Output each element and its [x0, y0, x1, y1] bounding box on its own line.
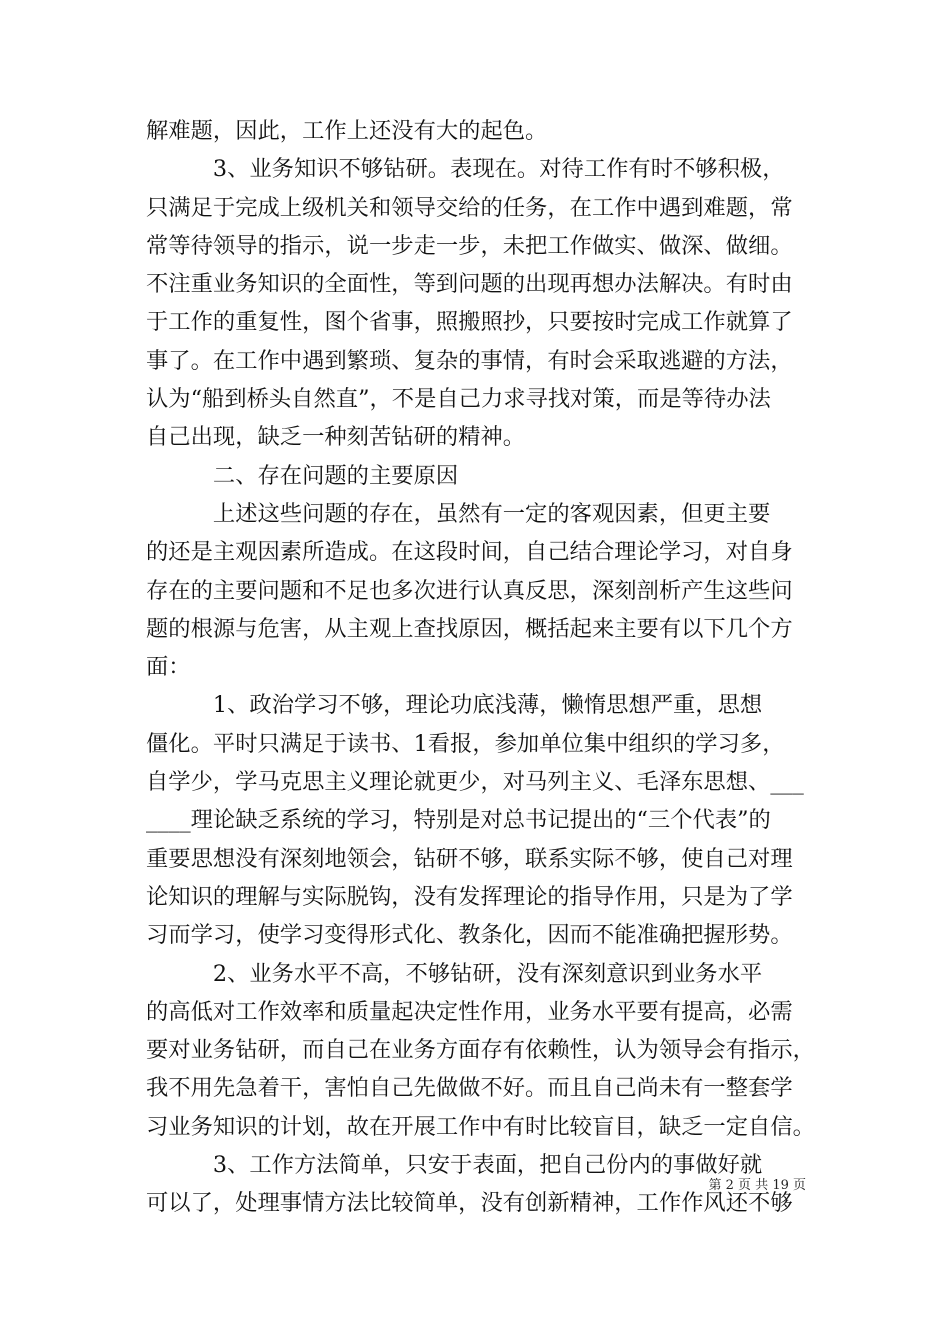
text-line: 2、业务水平不高，不够钻研，没有深刻意识到业务水平 [146, 960, 763, 987]
text-line: 习而学习，使学习变得形式化、教条化，因而不能准确把握形势。 [146, 922, 793, 949]
text-line: 题的根源与危害，从主观上查找原因，概括起来主要有以下几个方 [146, 615, 793, 642]
text-line: 事了。在工作中遇到繁琐、复杂的事情，有时会采取逃避的方法， [146, 347, 793, 374]
text-line: 于工作的重复性，图个省事，照搬照抄，只要按时完成工作就算了 [146, 309, 793, 336]
text-line: 自学少，学马克思主义理论就更少，对马列主义、毛泽东思想、___ [146, 769, 804, 796]
text-line: ____理论缺乏系统的学习，特别是对总书记提出的“三个代表”的 [146, 807, 771, 834]
text-line: 的还是主观因素所造成。在这段时间，自己结合理论学习，对自身 [146, 539, 793, 566]
text-line: 3、工作方法简单，只安于表面，把自己份内的事做好就 [146, 1152, 763, 1179]
text-line: 不注重业务知识的全面性，等到问题的出现再想办法解决。有时由 [146, 271, 793, 298]
page-footer: 第 2 页 共 19 页 [708, 1178, 806, 1193]
text-line: 解难题，因此，工作上还没有大的起色。 [146, 118, 548, 144]
text-line: 僵化。平时只满足于读书、1看报，参加单位集中组织的学习多， [146, 730, 785, 757]
text-line: 常等待领导的指示，说一步走一步，未把工作做实、做深、做细。 [146, 232, 793, 259]
text-line: 认为“船到桥头自然直”，不是自己力求寻找对策，而是等待办法 [146, 386, 771, 413]
text-line: 的高低对工作效率和质量起决定性作用，业务水平要有提高，必需 [146, 998, 793, 1025]
text-line: 可以了，处理事情方法比较简单，没有创新精神，工作作风还不够 [146, 1190, 793, 1217]
text-line: 上述这些问题的存在，虽然有一定的客观因素，但更主要 [146, 500, 771, 527]
text-line: 自己出现，缺乏一种刻苦钻研的精神。 [146, 424, 526, 451]
text-line: 3、业务知识不够钻研。表现在。对待工作有时不够积极， [146, 156, 785, 183]
text-line: 我不用先急着干，害怕自己先做做不好。而且自己尚未有一整套学 [146, 1075, 793, 1102]
text-line: 要对业务钻研，而自己在业务方面存有依赖性，认为领导会有指示， [146, 1037, 815, 1064]
text-line: 重要思想没有深刻地领会，钻研不够，联系实际不够，使自己对理 [146, 845, 793, 872]
text-line: 二、存在问题的主要原因 [146, 462, 459, 489]
text-line: 只满足于完成上级机关和领导交给的任务，在工作中遇到难题，常 [146, 194, 793, 221]
text-line: 习业务知识的计划，故在开展工作中有时比较盲目，缺乏一定自信。 [146, 1113, 815, 1140]
text-line: 存在的主要问题和不足也多次进行认真反思，深刻剖析产生这些问 [146, 577, 793, 604]
text-line: 1、政治学习不够，理论功底浅薄，懒惰思想严重，思想 [146, 692, 763, 719]
text-line: 面： [146, 654, 191, 681]
text-line: 论知识的理解与实际脱钩，没有发挥理论的指导作用，只是为了学 [146, 883, 793, 910]
body-text [146, 112, 816, 1223]
